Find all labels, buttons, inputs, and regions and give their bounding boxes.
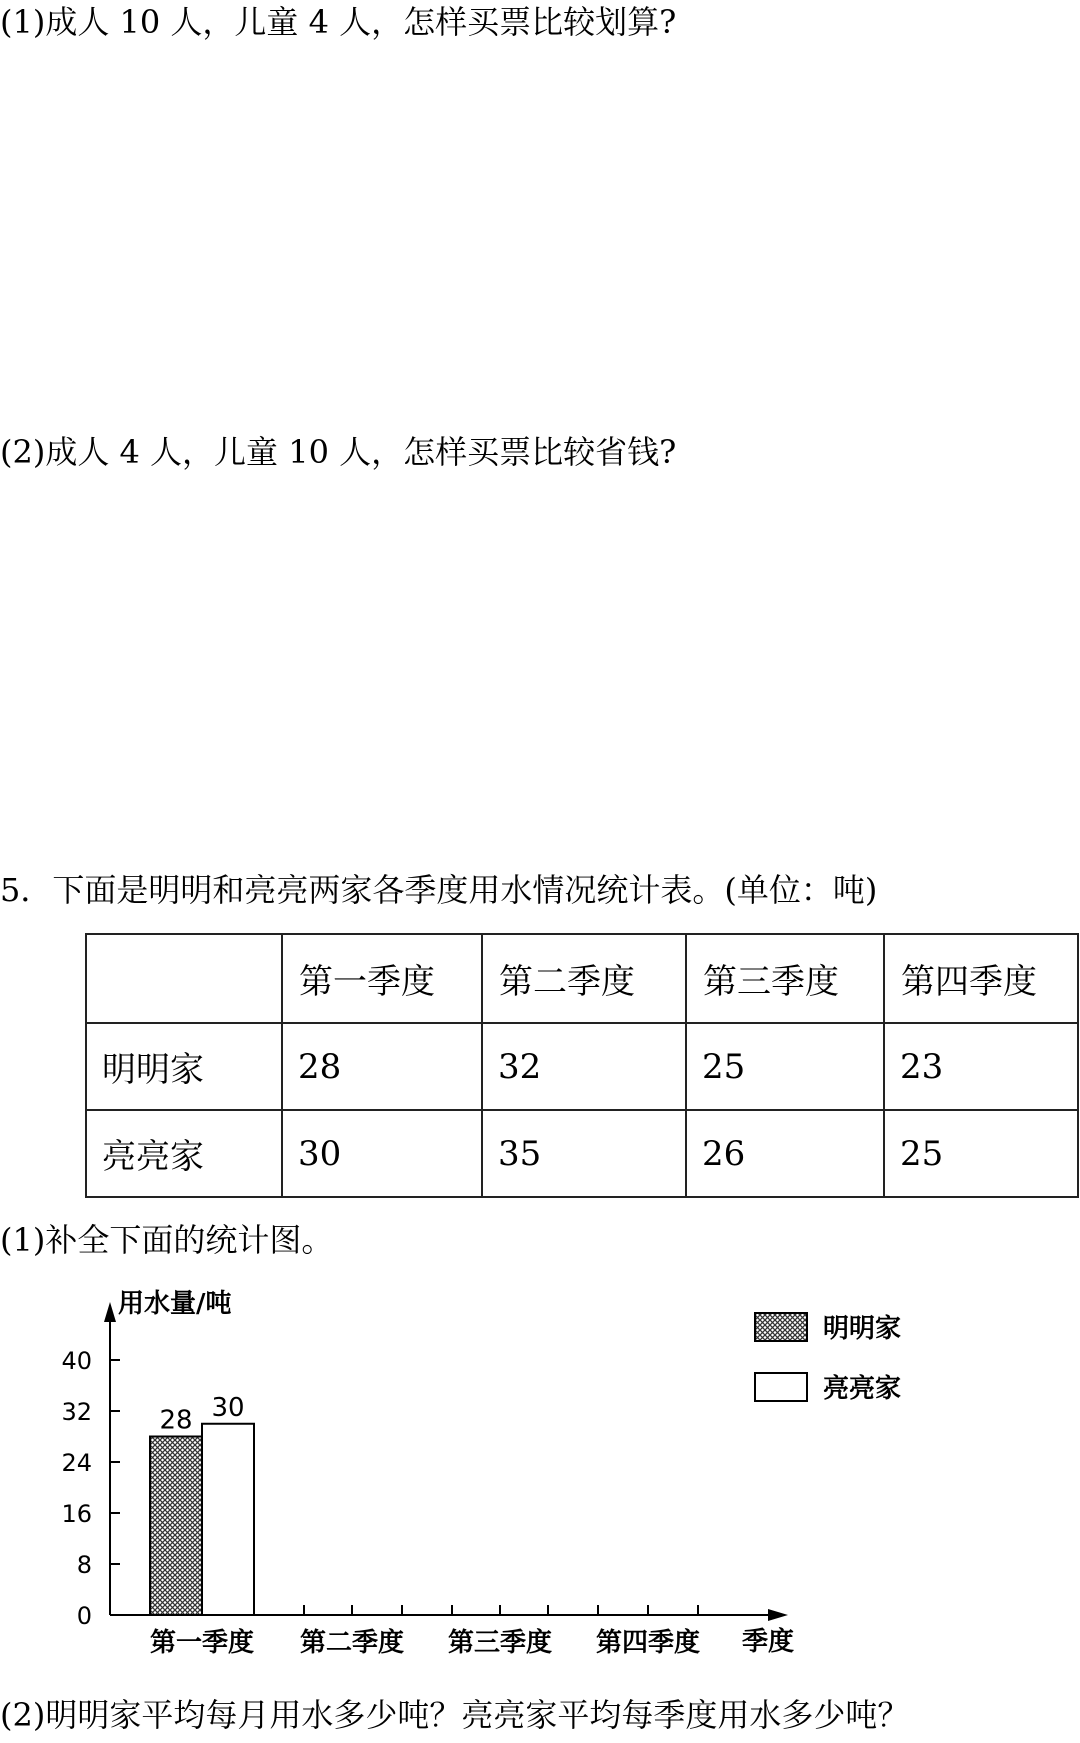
table-cell: 28 [282,1023,482,1110]
table-cell: 25 [686,1023,884,1110]
table-header-q3: 第三季度 [686,934,884,1023]
x-tick-label: 第二季度 [299,1628,405,1658]
question-1: (1)成人 10 人，儿童 4 人，怎样买票比较划算? [0,3,677,41]
table-header-row [86,934,1078,1023]
water-usage-bar-chart [0,1280,1080,1680]
bar [150,1437,202,1616]
table-header-empty [86,934,282,1023]
row-name-mingming: 明明家 [86,1023,282,1110]
bar [202,1424,254,1615]
x-tick-label: 第四季度 [595,1628,701,1658]
table-header-q4: 第四季度 [884,934,1078,1023]
y-tick-label: 24 [61,1449,92,1477]
chart-legend [755,1313,901,1404]
y-axis-arrow-icon [104,1302,116,1322]
table-cell: 32 [482,1023,686,1110]
table-cell: 25 [884,1110,1078,1197]
y-tick-label: 16 [61,1500,92,1528]
sub-question-2: (2)明明家平均每月用水多少吨？亮亮家平均每季度用水多少吨？ [0,1696,910,1734]
table-cell: 26 [686,1110,884,1197]
legend-label: 明明家 [823,1314,902,1344]
table-row [86,1110,1078,1197]
table-cell: 35 [482,1110,686,1197]
data-label: 28 [159,1405,193,1436]
y-tick-label: 8 [76,1551,92,1579]
table-cell: 23 [884,1023,1078,1110]
legend-label: 亮亮家 [823,1374,902,1404]
row-name-liangliang: 亮亮家 [86,1110,282,1197]
water-usage-table [85,933,1079,1198]
sub-question-1: (1)补全下面的统计图。 [0,1221,334,1259]
x-tick-label: 第三季度 [447,1628,553,1658]
table-header-q1: 第一季度 [282,934,482,1023]
x-axis-label: 季度 [742,1627,795,1657]
table-header-q2: 第二季度 [482,934,686,1023]
legend-swatch [755,1313,807,1341]
table-cell: 30 [282,1110,482,1197]
question-2: (2)成人 4 人，儿童 10 人，怎样买票比较省钱? [0,433,677,471]
y-tick-label: 0 [76,1602,92,1630]
y-tick-label: 32 [61,1398,92,1426]
x-axis-arrow-icon [768,1609,788,1621]
y-axis-ticks [61,1347,120,1630]
question-5-title: 5．下面是明明和亮亮两家各季度用水情况统计表。(单位：吨) [0,871,878,909]
data-label: 30 [211,1392,245,1423]
legend-swatch [755,1373,807,1401]
table-row [86,1023,1078,1110]
x-tick-label: 第一季度 [149,1628,255,1658]
chart-bars [150,1393,254,1615]
y-tick-label: 40 [61,1347,92,1375]
y-axis-label: 用水量/吨 [118,1289,232,1319]
